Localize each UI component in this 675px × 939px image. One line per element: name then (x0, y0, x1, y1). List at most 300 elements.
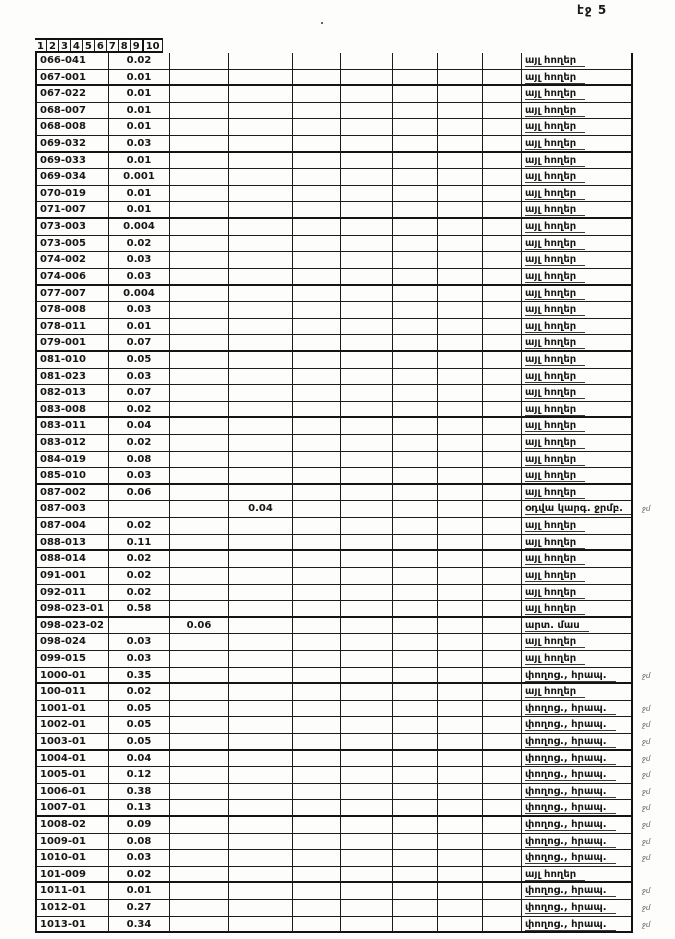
cell-col5 (293, 518, 341, 535)
cell-area-col3 (170, 402, 229, 419)
cell-parcel-code: 1002-01 (35, 717, 109, 734)
cell-col6 (341, 302, 393, 319)
cell-col7 (393, 568, 438, 585)
cell-col8 (438, 900, 483, 917)
cell-col8 (438, 634, 483, 651)
cell-parcel-code: 082-013 (35, 385, 109, 402)
cell-area-col2: 0.03 (109, 651, 170, 668)
cell-area-col3 (170, 53, 229, 70)
cell-col5 (293, 585, 341, 602)
table-row (35, 767, 673, 784)
cell-col9 (483, 634, 522, 651)
cell-parcel-code: 1013-01 (35, 917, 109, 934)
cell-area-col3 (170, 169, 229, 186)
cell-parcel-code: 073-005 (35, 236, 109, 253)
cell-parcel-code: 087-002 (35, 485, 109, 502)
cell-land-use: այլ հողեր (522, 252, 633, 269)
cell-area-col2: 0.07 (109, 385, 170, 402)
cell-col5 (293, 53, 341, 70)
cell-area-col2: 0.02 (109, 236, 170, 253)
cell-area-col2: 0.004 (109, 286, 170, 303)
cell-col9 (483, 601, 522, 618)
cell-area-col4 (229, 202, 293, 219)
cell-col6 (341, 252, 393, 269)
cell-area-col2: 0.03 (109, 269, 170, 286)
margin-annotation (633, 435, 673, 452)
cell-col9 (483, 767, 522, 784)
cell-col7 (393, 153, 438, 170)
cell-area-col4 (229, 468, 293, 485)
cell-col5 (293, 202, 341, 219)
cell-parcel-code: 067-001 (35, 70, 109, 87)
cell-land-use: այլ հողեր (522, 286, 633, 303)
table-row (35, 385, 673, 402)
table-row (35, 867, 673, 884)
cell-col9 (483, 352, 522, 369)
column-header: 5 (83, 38, 95, 53)
cell-parcel-code: 083-012 (35, 435, 109, 452)
cell-area-col4 (229, 535, 293, 552)
margin-annotation: ջմ (642, 671, 651, 680)
table-row (35, 850, 673, 867)
cell-col7 (393, 900, 438, 917)
cell-col8 (438, 153, 483, 170)
cell-col9 (483, 834, 522, 851)
cell-col9 (483, 219, 522, 236)
cell-area-col4 (229, 402, 293, 419)
table-row (35, 817, 673, 834)
cell-area-col4 (229, 136, 293, 153)
margin-annotation (633, 385, 673, 402)
cell-col8 (438, 834, 483, 851)
cell-col8 (438, 86, 483, 103)
cell-col9 (483, 585, 522, 602)
cell-col5 (293, 302, 341, 319)
table-row (35, 751, 673, 768)
cell-col7 (393, 219, 438, 236)
cell-area-col3 (170, 468, 229, 485)
cell-area-col3 (170, 834, 229, 851)
cell-land-use: փողոց., հրապ. (522, 850, 633, 867)
cell-area-col2: 0.05 (109, 701, 170, 718)
cell-area-col4 (229, 103, 293, 120)
cell-col6 (341, 186, 393, 203)
cell-area-col2: 0.02 (109, 518, 170, 535)
margin-annotation (633, 186, 673, 203)
cell-land-use: փողոց., հրապ. (522, 834, 633, 851)
cell-parcel-code: 1004-01 (35, 751, 109, 768)
cell-col9 (483, 302, 522, 319)
margin-annotation (633, 252, 673, 269)
cell-land-use: այլ հողեր (522, 86, 633, 103)
cell-col6 (341, 618, 393, 635)
margin-annotation (633, 651, 673, 668)
cell-area-col2: 0.04 (109, 751, 170, 768)
cell-col8 (438, 435, 483, 452)
column-header: 2 (47, 38, 59, 53)
cell-parcel-code: 098-024 (35, 634, 109, 651)
cell-col7 (393, 202, 438, 219)
cell-land-use: այլ հողեր (522, 103, 633, 120)
cell-col7 (393, 269, 438, 286)
cell-col5 (293, 701, 341, 718)
cell-col9 (483, 385, 522, 402)
cell-col7 (393, 850, 438, 867)
column-header: 1 (35, 38, 47, 53)
margin-annotation (633, 618, 673, 635)
cell-col5 (293, 601, 341, 618)
cell-land-use: այլ հողեր (522, 302, 633, 319)
margin-annotation: ջմ (642, 505, 651, 514)
cell-col6 (341, 834, 393, 851)
margin-annotation (633, 202, 673, 219)
margin-annotation (633, 485, 673, 502)
cell-col9 (483, 518, 522, 535)
margin-annotation (633, 418, 673, 435)
table-row (35, 70, 673, 87)
table-row (35, 668, 673, 685)
cell-col7 (393, 86, 438, 103)
cell-area-col4 (229, 169, 293, 186)
cell-area-col3 (170, 751, 229, 768)
cell-col5 (293, 335, 341, 352)
cell-land-use: այլ հողեր (522, 601, 633, 618)
cell-col5 (293, 402, 341, 419)
cell-col8 (438, 319, 483, 336)
cell-land-use: այլ հողեր (522, 435, 633, 452)
cell-col5 (293, 236, 341, 253)
cell-land-use: այլ հողեր (522, 219, 633, 236)
cell-area-col3 (170, 817, 229, 834)
cell-area-col4 (229, 385, 293, 402)
cell-area-col4 (229, 817, 293, 834)
table-row (35, 286, 673, 303)
table-header-row (35, 38, 673, 53)
cell-col7 (393, 435, 438, 452)
cell-land-use: այլ հողեր (522, 169, 633, 186)
table-row (35, 568, 673, 585)
cell-col8 (438, 468, 483, 485)
cell-area-col4 (229, 452, 293, 469)
cell-area-col2: 0.01 (109, 153, 170, 170)
cell-area-col4 (229, 369, 293, 386)
cell-col7 (393, 385, 438, 402)
cell-col8 (438, 70, 483, 87)
cell-parcel-code: 1003-01 (35, 734, 109, 751)
column-header: 3 (59, 38, 71, 53)
cell-land-use: փողոց., հրապ. (522, 701, 633, 718)
cell-land-use: այլ հողեր (522, 236, 633, 253)
cell-col5 (293, 784, 341, 801)
cell-parcel-code: 1006-01 (35, 784, 109, 801)
cell-area-col4 (229, 701, 293, 718)
cell-area-col2: 0.004 (109, 219, 170, 236)
table-row (35, 634, 673, 651)
cell-col9 (483, 717, 522, 734)
cell-col7 (393, 751, 438, 768)
cell-area-col4 (229, 784, 293, 801)
table-row (35, 900, 673, 917)
cell-area-col3 (170, 917, 229, 934)
cell-col6 (341, 369, 393, 386)
margin-annotation (633, 684, 673, 701)
cell-col6 (341, 518, 393, 535)
cell-col8 (438, 817, 483, 834)
cell-col7 (393, 668, 438, 685)
cell-col8 (438, 485, 483, 502)
cell-area-col3 (170, 119, 229, 136)
cell-col5 (293, 668, 341, 685)
cell-col7 (393, 800, 438, 817)
cell-col5 (293, 136, 341, 153)
cell-col5 (293, 917, 341, 934)
cell-area-col4 (229, 269, 293, 286)
cell-area-col4 (229, 900, 293, 917)
cell-area-col3 (170, 335, 229, 352)
cell-col8 (438, 136, 483, 153)
cell-area-col4 (229, 551, 293, 568)
cell-land-use: փողոց., հրապ. (522, 668, 633, 685)
cell-col7 (393, 634, 438, 651)
cell-parcel-code: 078-011 (35, 319, 109, 336)
margin-annotation (633, 86, 673, 103)
margin-annotation (633, 634, 673, 651)
margin-annotation: ջմ (642, 804, 651, 813)
cell-area-col3 (170, 452, 229, 469)
cell-col5 (293, 369, 341, 386)
cell-parcel-code: 077-007 (35, 286, 109, 303)
table-row (35, 468, 673, 485)
margin-annotation (633, 269, 673, 286)
table-row (35, 103, 673, 120)
cell-col8 (438, 369, 483, 386)
cell-col8 (438, 103, 483, 120)
cell-parcel-code: 066-041 (35, 53, 109, 70)
cell-area-col3 (170, 70, 229, 87)
cell-col9 (483, 900, 522, 917)
cell-col9 (483, 103, 522, 120)
cell-col6 (341, 435, 393, 452)
cell-col5 (293, 568, 341, 585)
cell-col6 (341, 668, 393, 685)
cell-col6 (341, 319, 393, 336)
cell-col8 (438, 518, 483, 535)
cell-col8 (438, 585, 483, 602)
cell-col6 (341, 850, 393, 867)
cell-col6 (341, 335, 393, 352)
column-header: 4 (71, 38, 83, 53)
cell-col8 (438, 800, 483, 817)
cell-parcel-code: 067-022 (35, 86, 109, 103)
cell-col6 (341, 202, 393, 219)
table-row (35, 236, 673, 253)
cell-parcel-code: 088-014 (35, 551, 109, 568)
table-row (35, 717, 673, 734)
cell-col9 (483, 136, 522, 153)
cell-parcel-code: 091-001 (35, 568, 109, 585)
cell-col9 (483, 319, 522, 336)
cell-land-use: այլ հողեր (522, 535, 633, 552)
cell-area-col4 (229, 917, 293, 934)
cell-col7 (393, 252, 438, 269)
cell-col9 (483, 186, 522, 203)
cell-col7 (393, 651, 438, 668)
cell-area-col3 (170, 352, 229, 369)
cell-area-col4 (229, 153, 293, 170)
cell-col9 (483, 269, 522, 286)
cell-col6 (341, 269, 393, 286)
cell-parcel-code: 069-033 (35, 153, 109, 170)
cell-col9 (483, 286, 522, 303)
cell-area-col4 (229, 800, 293, 817)
cell-col5 (293, 684, 341, 701)
cell-col9 (483, 701, 522, 718)
cell-area-col2: 0.04 (109, 418, 170, 435)
cell-parcel-code: 083-011 (35, 418, 109, 435)
cell-col8 (438, 402, 483, 419)
cell-col6 (341, 86, 393, 103)
cell-parcel-code: 098-023-01 (35, 601, 109, 618)
margin-annotation (633, 153, 673, 170)
cell-col5 (293, 319, 341, 336)
cell-land-use: այլ հողեր (522, 352, 633, 369)
cell-area-col2: 0.34 (109, 917, 170, 934)
cell-area-col4 (229, 585, 293, 602)
cell-area-col3 (170, 568, 229, 585)
cell-col6 (341, 634, 393, 651)
cell-col8 (438, 601, 483, 618)
cell-parcel-code: 1005-01 (35, 767, 109, 784)
cell-col7 (393, 103, 438, 120)
cell-col7 (393, 867, 438, 884)
cell-col5 (293, 286, 341, 303)
cell-parcel-code: 068-007 (35, 103, 109, 120)
cell-land-use: այլ հողեր (522, 568, 633, 585)
table-row (35, 219, 673, 236)
cell-land-use: այլ հողեր (522, 634, 633, 651)
cell-col7 (393, 402, 438, 419)
cell-col5 (293, 119, 341, 136)
cell-col5 (293, 468, 341, 485)
cell-land-use: օդվա կարգ. ջրմբ. (522, 501, 633, 518)
cell-col8 (438, 701, 483, 718)
cell-area-col3 (170, 219, 229, 236)
cell-col5 (293, 634, 341, 651)
cell-parcel-code: 073-003 (35, 219, 109, 236)
cell-area-col2: 0.03 (109, 252, 170, 269)
cell-area-col3 (170, 236, 229, 253)
cell-area-col4 (229, 751, 293, 768)
cell-col6 (341, 568, 393, 585)
margin-annotation: ջմ (642, 821, 651, 830)
cell-area-col2 (109, 618, 170, 635)
cell-area-col3 (170, 269, 229, 286)
cell-land-use: փողոց., հրապ. (522, 800, 633, 817)
cell-parcel-code: 074-006 (35, 269, 109, 286)
cell-area-col4 (229, 319, 293, 336)
cell-col5 (293, 867, 341, 884)
margin-annotation (633, 302, 673, 319)
cell-col9 (483, 501, 522, 518)
cell-col8 (438, 352, 483, 369)
margin-annotation: ջմ (642, 787, 651, 796)
cell-area-col4 (229, 767, 293, 784)
cell-area-col2: 0.05 (109, 717, 170, 734)
cell-area-col3 (170, 286, 229, 303)
cell-col9 (483, 86, 522, 103)
cell-col9 (483, 402, 522, 419)
cell-col5 (293, 883, 341, 900)
cell-area-col4 (229, 518, 293, 535)
margin-annotation (633, 335, 673, 352)
table-row (35, 418, 673, 435)
cell-land-use: այլ հողեր (522, 585, 633, 602)
cell-land-use: այլ հողեր (522, 319, 633, 336)
column-header: 8 (119, 38, 131, 53)
cell-area-col2: 0.38 (109, 784, 170, 801)
cell-area-col3 (170, 435, 229, 452)
cell-col9 (483, 800, 522, 817)
cell-col8 (438, 252, 483, 269)
table-row (35, 402, 673, 419)
cell-area-col2: 0.09 (109, 817, 170, 834)
cell-area-col2: 0.35 (109, 668, 170, 685)
column-header: 10 (144, 38, 163, 53)
cell-area-col3 (170, 202, 229, 219)
margin-annotation (633, 468, 673, 485)
cell-land-use: այլ հողեր (522, 485, 633, 502)
cell-area-col3 (170, 800, 229, 817)
cell-col9 (483, 668, 522, 685)
cell-col7 (393, 684, 438, 701)
margin-annotation (633, 169, 673, 186)
cell-area-col3 (170, 601, 229, 618)
cell-parcel-code: 099-015 (35, 651, 109, 668)
cell-col9 (483, 883, 522, 900)
table-row (35, 485, 673, 502)
cell-col6 (341, 70, 393, 87)
cell-land-use: այլ հողեր (522, 452, 633, 469)
cell-col6 (341, 169, 393, 186)
cell-parcel-code: 069-032 (35, 136, 109, 153)
cell-area-col4 (229, 352, 293, 369)
margin-annotation (633, 452, 673, 469)
cell-col5 (293, 452, 341, 469)
cell-col5 (293, 418, 341, 435)
cell-parcel-code: 1007-01 (35, 800, 109, 817)
cell-col5 (293, 385, 341, 402)
cell-col7 (393, 601, 438, 618)
cell-col5 (293, 767, 341, 784)
cell-parcel-code: 069-034 (35, 169, 109, 186)
margin-annotation: ջմ (642, 754, 651, 763)
cell-area-col2: 0.02 (109, 568, 170, 585)
cell-area-col4 (229, 485, 293, 502)
cell-area-col3 (170, 369, 229, 386)
cell-land-use: փողոց., հրապ. (522, 767, 633, 784)
cell-col5 (293, 734, 341, 751)
cell-area-col2: 0.13 (109, 800, 170, 817)
cell-col7 (393, 468, 438, 485)
cell-land-use: փողոց., հրապ. (522, 784, 633, 801)
cell-area-col3 (170, 867, 229, 884)
cell-area-col2: 0.01 (109, 202, 170, 219)
cell-col9 (483, 236, 522, 253)
cell-col6 (341, 219, 393, 236)
cell-area-col4 (229, 70, 293, 87)
cell-area-col4 (229, 883, 293, 900)
cell-area-col3 (170, 153, 229, 170)
